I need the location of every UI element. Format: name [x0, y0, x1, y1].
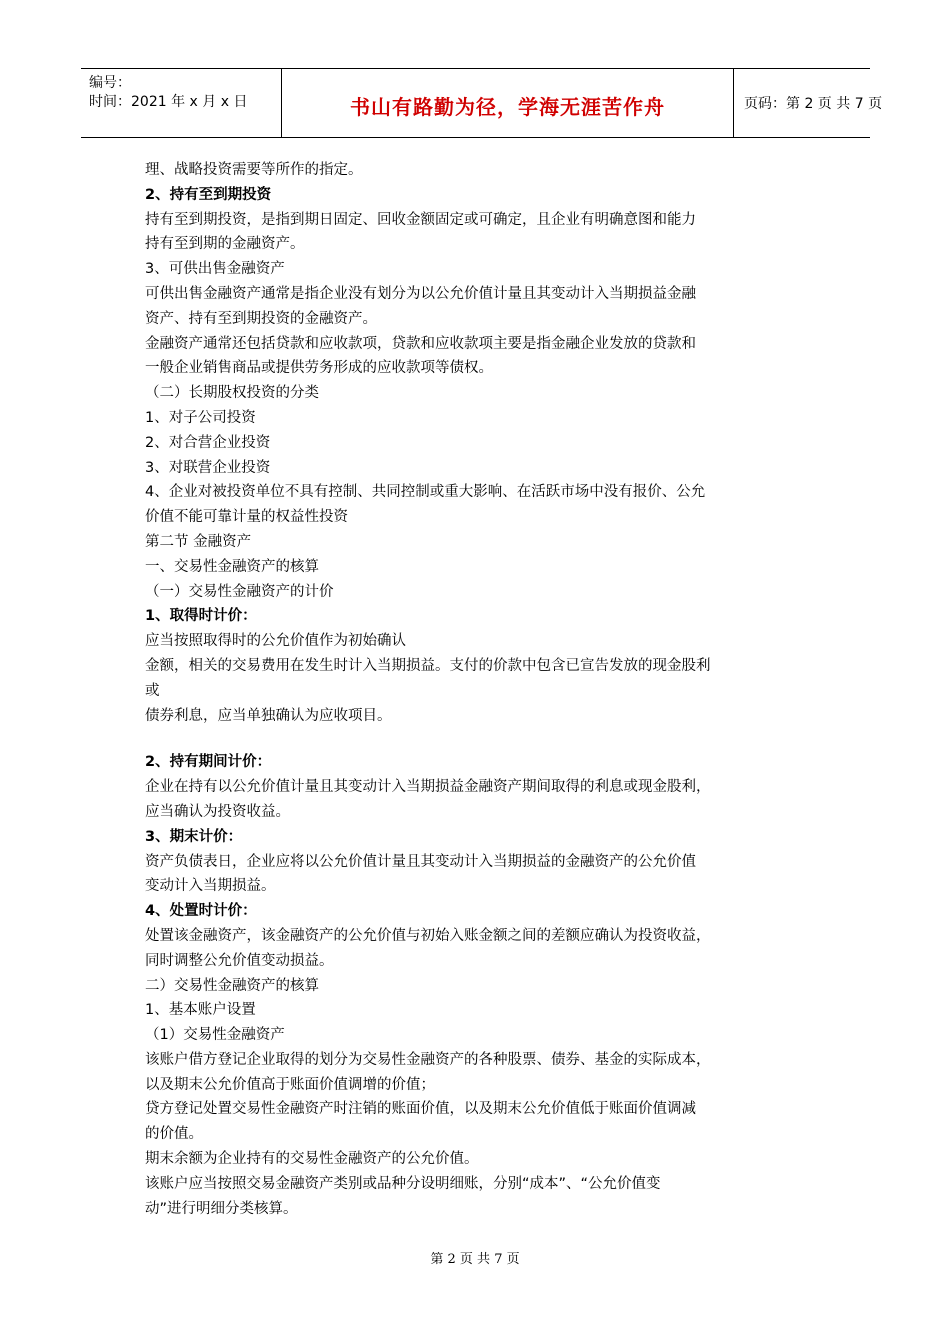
- body-line: 企业在持有以公允价值计量且其变动计入当期损益金融资产期间取得的利息或现金股利，: [145, 779, 711, 796]
- header-motto-cell: [282, 69, 734, 137]
- body-line: 债券利息，应当单独确认为应收项目。: [145, 707, 392, 724]
- list-item: 3、对联营企业投资: [145, 459, 271, 476]
- page-header: [81, 68, 883, 138]
- body-line: 金额，相关的交易费用在发生时计入当期损益。支付的价款中包含已宣告发放的现金股利: [145, 657, 711, 674]
- section-heading: 3、期末计价：: [145, 828, 243, 845]
- section-heading: （1）交易性金融资产: [145, 1027, 285, 1044]
- body-line: 价值不能可靠计量的权益性投资: [145, 509, 348, 526]
- section-heading: 二）交易性金融资产的核算: [145, 977, 319, 994]
- body-line: 或: [145, 682, 160, 699]
- motto: 书山有路勤为径，学海无涯苦作舟: [350, 95, 665, 119]
- body-line: 应当按照取得时的公允价值作为初始确认: [145, 633, 406, 650]
- page-footer: 第 2 页 共 7 页: [430, 1252, 520, 1267]
- chapter-heading: 第二节 金融资产: [145, 533, 252, 550]
- document-date: 时间：2021 年 x 月 x 日: [89, 94, 248, 110]
- body-line: 的价值。: [145, 1126, 203, 1143]
- section-heading: 一、交易性金融资产的核算: [145, 558, 319, 575]
- list-item: 4、企业对被投资单位不具有控制、共同控制或重大影响、在活跃市场中没有报价、公允: [145, 484, 706, 501]
- section-heading: 1、基本账户设置: [145, 1002, 256, 1019]
- section-heading: （一）交易性金融资产的计价: [145, 583, 334, 600]
- section-heading: 1、取得时计价：: [145, 608, 257, 625]
- list-item: 2、对合营企业投资: [145, 434, 271, 451]
- body-line: 变动计入当期损益。: [145, 878, 276, 895]
- body-line: 持有至到期的金融资产。: [145, 236, 305, 253]
- header-page-cell: [734, 69, 883, 137]
- body-line: 动”进行明细分类核算。: [145, 1200, 298, 1217]
- document-number-label: 编号：: [89, 75, 131, 91]
- body-line: 以及期末公允价值高于账面价值调增的价值；: [145, 1076, 435, 1093]
- body-line: 同时调整公允价值变动损益。: [145, 952, 334, 969]
- list-item: 1、对子公司投资: [145, 409, 256, 426]
- body-line: 持有至到期投资，是指到期日固定、回收金额固定或可确定，且企业有明确意图和能力: [145, 211, 696, 228]
- body-line: 该账户应当按照交易金融资产类别或品种分设明细账，分别“成本”、“公允价值变: [145, 1175, 661, 1192]
- body-line: 一般企业销售商品或提供劳务形成的应收款项等债权。: [145, 360, 493, 377]
- body-line: 可供出售金融资产通常是指企业没有划分为以公允价值计量且其变动计入当期损益金融: [145, 285, 696, 302]
- section-heading: 2、持有期间计价：: [145, 754, 272, 771]
- section-heading: 2、持有至到期投资: [145, 186, 272, 203]
- header-meta-cell: [81, 69, 282, 137]
- body-line: 应当确认为投资收益。: [145, 803, 290, 820]
- body-line: 贷方登记处置交易性金融资产时注销的账面价值，以及期末公允价值低于账面价值调减: [145, 1101, 696, 1118]
- document-body: [145, 158, 825, 1221]
- body-line: 资产负债表日，企业应将以公允价值计量且其变动计入当期损益的金融资产的公允价值: [145, 853, 696, 870]
- body-line: 该账户借方登记企业取得的划分为交易性金融资产的各种股票、债券、基金的实际成本，: [145, 1051, 711, 1068]
- body-line: 理、战略投资需要等所作的指定。: [145, 162, 363, 178]
- body-line: 金融资产通常还包括贷款和应收款项，贷款和应收款项主要是指金融企业发放的贷款和: [145, 335, 696, 352]
- body-line: 期末余额为企业持有的交易性金融资产的公允价值。: [145, 1151, 479, 1168]
- section-heading: 3、可供出售金融资产: [145, 261, 285, 278]
- body-line: 资产、持有至到期投资的金融资产。: [145, 310, 377, 327]
- section-heading: （二）长期股权投资的分类: [145, 385, 319, 402]
- blank-line: [145, 728, 825, 750]
- page-code: 页码：第 2 页 共 7 页: [744, 96, 883, 112]
- section-heading: 4、处置时计价：: [145, 903, 257, 920]
- body-line: 处置该金融资产，该金融资产的公允价值与初始入账金额之间的差额应确认为投资收益，: [145, 927, 711, 944]
